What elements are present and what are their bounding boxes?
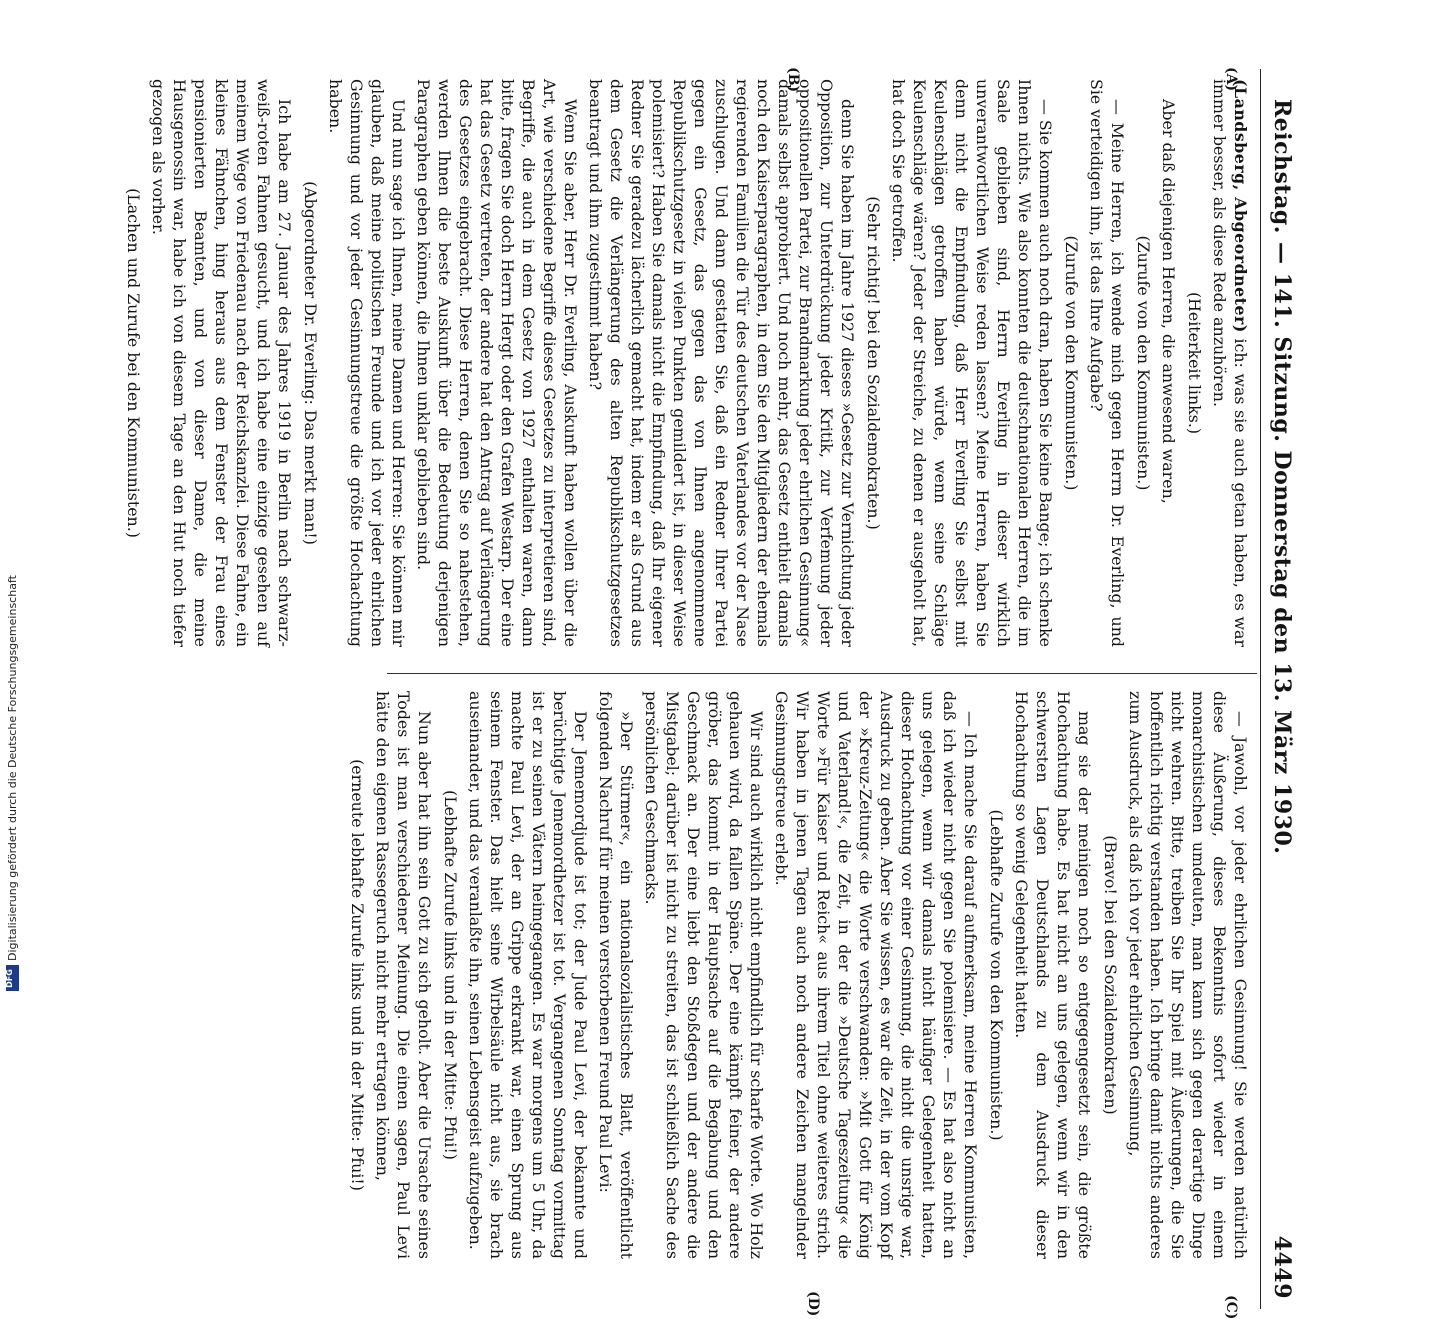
paragraph-text: denn Sie haben im Jahre 1927 dieses »Gesetz zur Vernichtung jeder Opposition, zur Unterdrückung jeder Kritik, zur Verfemung jeder oppositionellen Partei, zur Brandmarkung jeder ehrlichen Gesinnung« damals selbst approbiert. Und noch mehr, das Gesetz enthielt damals noch den Kaiserparagraphen, in dem Sie den Mitgliedern der ehemals regierenden Familien die Tür des deutschen Vaterlandes vor der Nase zuschlugen. Und dann gestatten Sie, daß ein Redner Ihrer Partei gegen ein Gesetz, das gegen das von Ihnen angenommene Republikschutzgesetz in vielen Punkten gemildert ist, in dieser Weise polemisiert? Haben Sie damals nicht die Empfindung, daß Ihr eigener Redner Sie geradezu lächerlich gemacht hat, indem er als Grund aus dem Gesetz die Verlängerung des alten Republikschutzgesetzes beantragt und ihm zugestimmt haben? — [586, 79, 857, 647]
paragraph — [372, 691, 435, 1259]
interjection — [123, 79, 144, 647]
paragraph — [148, 79, 295, 647]
paragraph-text: — Ich mache Sie darauf aufmerksam, meine Herren Kommunisten, daß ich wieder nicht gegen Sie polemisiere. — Es hat also nicht an uns gelegen, wenn wir damals nicht häufiger Gelegenheit hatten, dieser Hochachtung vor einer Gesinnung, die nicht die unsrige war, Ausdruck zu geben. Aber Sie wissen, es war die Zeit, in der vom Kopf der »Kreuz-Zeitung« die Worte verschwanden: »Mit Gott für König und Vaterland!«, die Zeit, in der die »Deutsche Tageszeitung« die Worte »Für Kaiser und Reich« aus ihrem Titel ohne weiteres strich. Wir haben in jenen Tagen auch noch andere Zeichen mangelnder Gesinnungstreue erlebt. — [772, 691, 980, 1259]
margin-marker-d: (D) — [805, 1291, 821, 1317]
paragraph-text: Aber daß diejenigen Herren, die anwesend waren, — [1159, 99, 1178, 504]
dfg-logo — [6, 965, 19, 991]
right-text-column — [348, 691, 1251, 1259]
paragraph-text: Wir sind auch wirklich nicht empfindlich für scharfe Worte. Wo Holz gehauen wird, da fallen Späne. Der eine kämpft feiner, der andere gröber, das kommt in der Hauptsache auf die Begabung und den Geschmack an. Der eine liebt den Stoßdegen und der andere die Mistgabel; darüber ist nicht zu streiten, das ist schließlich Sache des persönlichen Geschmacks. — [642, 691, 766, 1259]
interjection — [347, 691, 368, 1259]
paragraph-text: »Der Stürmer«, ein nationalsozialistisches Blatt, veröffentlicht folgenden Nachruf für meinen verstorbenen Freund Paul Levi: — [596, 691, 636, 1259]
page-header — [1260, 69, 1301, 1309]
interjection — [1100, 691, 1121, 1259]
paragraph-text: (Lachen und Zurufe bei den Kommunisten.) — [124, 188, 143, 538]
interjection — [300, 79, 321, 647]
margin-marker-b: (B) — [785, 67, 801, 93]
paragraph-text: (Lebhafte Zurufe von den Kommunisten.) — [987, 809, 1006, 1141]
paragraph — [1125, 691, 1251, 1259]
interjection — [1133, 79, 1154, 647]
left-text-column — [124, 79, 1251, 647]
margin-marker-a: (A) — [1223, 67, 1239, 92]
paragraph — [641, 691, 767, 1259]
running-title: Reichstag. — 141. Sitzung. Donnerstag den 13. März 1930. — [1269, 99, 1295, 855]
paragraph — [1209, 79, 1251, 647]
margin-marker-c: (C) — [1223, 1295, 1239, 1319]
paragraph-text: ich: was sie auch getan haben, es war immer besser, als diese Rede anzuhören. — [1210, 79, 1250, 647]
paragraph-text: (erneute lebhafte Zurufe links und in der Mitte: Pfui!) — [348, 759, 367, 1191]
interjection — [440, 691, 461, 1259]
paragraph — [413, 79, 581, 647]
interjection — [986, 691, 1007, 1259]
interjection — [1061, 79, 1082, 647]
logo-text: DFG — [4, 969, 14, 988]
paragraph-text: Wenn Sie aber, Herr Dr. Everling, Auskunft haben wollen über die Art, wie verschiedene Begriffe dieses Gesetzes zu interpretieren sind, Begriffe, die auch in dem Gesetz von 1927 enthalten waren, dann bitte, fragen Sie doch Herrn Hergt oder den Grafen Westarp. Der eine hat das Gesetz vertreten, der andere hat den Antrag auf Verlängerung des Gesetzes eingebracht. Diese Herren, denen Sie so nahestehen, werden Ihnen die beste Auskunft über die Bedeutung derjenigen Paragraphen geben können, die Ihnen unklar geblieben sind. — [414, 79, 580, 647]
paragraph — [1011, 691, 1095, 1259]
paragraph — [465, 691, 591, 1259]
paragraph-text: (Lebhafte Zurufe links und in der Mitte: Pfui!) — [441, 790, 460, 1160]
speaker-label: (Landsberg, Abgeordneter) — [1231, 79, 1250, 333]
paragraph-text: — Meine Herren, ich wende mich gegen Herrn Dr. Everling, und Sie verteidigen ihn, ist das Ihre Aufgabe? — [1087, 79, 1127, 647]
paragraph-text: (Bravo! bei den Sozialdemokraten) — [1101, 835, 1120, 1115]
paragraph-text: (Sehr richtig! bei den Sozialdemokraten.) — [864, 196, 883, 530]
interjection — [863, 79, 884, 647]
paragraph-text: Ich habe am 27. Januar des Jahres 1919 in Berlin nach schwarz-weiß-roten Fahnen gesucht, und ich habe eine einzige gesehen auf meinem Wege von Friedenau nach der Reichskanzlei. Diese Fahne, ein kleines Fähnchen, hing heraus aus dem Fenster der Frau eines pensionierten Beamten, und von dieser Dame, die meine Hausgenossin war, habe ich von diesem Tage an den Hut noch tiefer gezogen als vorher. — [149, 79, 294, 647]
paragraph-text: — Jawohl, vor jeder ehrlichen Gesinnung! Sie werden natürlich diese Äußerung, dieses Bekenntnis sofort wieder in einem monarchistischen umdeuten, man kann sich gegen derartige Dinge nicht wehren. Bitte, treiben Sie Ihr Spiel mit Äußerungen, die Sie hoffentlich richtig verstanden haben. Ich bringe damit nichts anderes zum Ausdruck, als daß ich vor jeder ehrlichen Gesinnung, — [1126, 691, 1250, 1259]
rotated-document-page — [124, 67, 1301, 1319]
credit-text: Digitalisierung gefördert durch die Deutsche Forschungsgemeinschaft — [6, 575, 19, 961]
paragraph-text: Der Jememordjude ist tot; der Jude Paul Levi, der bekannte und berüchtigte Jememordhetzer ist tot. Vergangenen Sonntag vormittag ist er zu seinen Vätern heimgegangen. Es war morgens um 5 Uhr, da machte Paul Levi, der an Grippe erkrankt war, einen Sprung aus seinem Fenster. Das hielt seine Wirbelsäule nicht aus, sie brach auseinander, und das veranlaßte ihn, seinen Lebensgeist aufzugeben. — [466, 691, 590, 1259]
paragraph — [888, 79, 1056, 647]
paragraph-text: (Zurufe von den Kommunisten.) — [1134, 235, 1153, 491]
paragraph-text: Und nun sage ich Ihnen, meine Damen und Herren: Sie können mir glauben, daß meine politischen Freunde und ich vor jeder ehrlichen Gesinnung und vor jeder Gesinnungstreue die größte Hochachtung haben. — [326, 79, 408, 647]
page-number: 4449 — [1269, 1235, 1295, 1299]
paragraph — [595, 691, 637, 1259]
paragraph-text: — Sie kommen auch noch dran, haben Sie keine Bange; ich schenke Ihnen nichts. Wie also konnten die deutschnationalen Herren, die im Saale geblieben sind, Herrn Everling in dieser wirklich unverantwortlichen Weise reden lassen? Meine Herren, haben Sie denn nicht die Empfindung, daß Herr Everling Sie selbst mit Keulenschlägen getroffen haben würde, wenn seine Schläge Keulenschläge wären? Jeder der Streiche, zu denen er ausgeholt hat, hat doch Sie getroffen. — [889, 79, 1055, 647]
paragraph-text: (Heiterkeit links.) — [1185, 291, 1204, 435]
column-divider — [387, 673, 1257, 674]
paragraph — [771, 691, 981, 1259]
paragraph-text: (Zurufe von den Kommunisten.) — [1062, 235, 1081, 491]
interjection — [1184, 79, 1205, 647]
paragraph-text: mag sie der meinigen noch so entgegengesetzt sein, die größte Hochachtung habe. Es hat nicht an uns gelegen, wenn wir in den schwersten Lagen Deutschlands zu dem Ausdruck dieser Hochachtung so wenig Gelegenheit hatten. — [1012, 691, 1094, 1259]
digitization-credit — [6, 16, 20, 991]
paragraph — [585, 79, 858, 647]
paragraph — [1158, 79, 1179, 647]
paragraph — [1086, 79, 1128, 647]
paragraph-text: (Abgeordneter Dr. Everling: Das merkt man!) — [301, 181, 320, 545]
paragraph — [325, 79, 409, 647]
paragraph-text: Nun aber hat ihn sein Gott zu sich geholt. Aber die Ursache seines Todes ist man verschiedener Meinung. Die einen sagen, Paul Levi hätte den eigenen Rassegeruch nicht mehr ertragen können, — [373, 691, 434, 1259]
